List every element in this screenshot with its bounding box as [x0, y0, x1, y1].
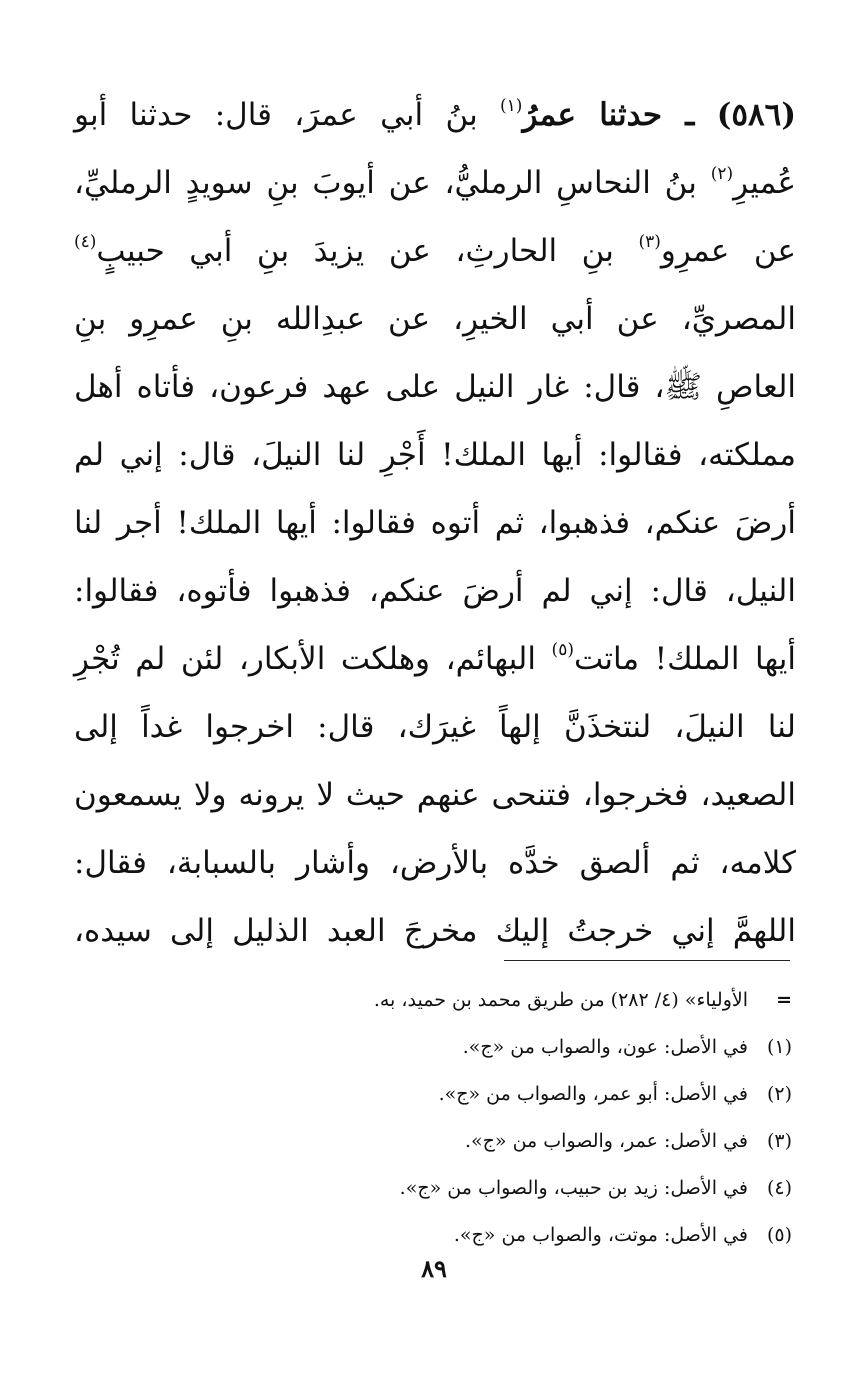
text-line-10	[74, 700, 796, 768]
footnote-number: (٢)	[766, 1083, 792, 1105]
text-segment: أرضَ عنكم، فذهبوا، ثم أتوه فقالوا: أيها الملك! أجر لنا	[74, 505, 796, 541]
text-line-2	[74, 156, 796, 224]
text-line-8	[74, 564, 796, 632]
page-number: ٨٩	[421, 1254, 447, 1283]
footnote-ref-4[interactable]: (٤)	[74, 232, 97, 252]
footnote-number: (١)	[766, 1036, 792, 1058]
text-line-13	[74, 904, 796, 972]
footnote-3	[74, 1121, 792, 1168]
footnote-text: في الأصل: عون، والصواب من «ج».	[462, 1036, 748, 1058]
text-line-6	[74, 428, 796, 496]
footnotes	[74, 980, 792, 1262]
text-segment: عن عمرِو	[660, 233, 796, 269]
narration-opening: ـ حدثنا عمرُ	[522, 97, 695, 133]
footnote-1	[74, 1027, 792, 1074]
text-segment: العاصِ ﷺ، قال: غار النيل على عهد فرعون، فأتاه أهل	[74, 369, 796, 405]
footnote-continuation	[74, 980, 792, 1027]
footnote-separator	[504, 960, 790, 961]
text-line-1	[74, 88, 796, 156]
hadith-number: (٥٨٦)	[716, 97, 796, 133]
text-segment: عُميرِ	[733, 165, 796, 201]
footnote-number: (٥)	[766, 1224, 792, 1246]
text-segment: كلامه، ثم ألصق خدَّه بالأرض، وأشار بالسبابة، فقال:	[74, 845, 796, 881]
footnote-ref-2[interactable]: (٢)	[710, 164, 734, 184]
footnote-text: في الأصل: أبو عمر، والصواب من «ج».	[438, 1083, 748, 1105]
footnote-text: في الأصل: موتت، والصواب من «ج».	[453, 1224, 748, 1246]
text-segment: بنُ أبي عمرَ، قال: حدثنا أبو	[74, 97, 501, 133]
text-line-5	[74, 360, 796, 428]
footnote-number: (٣)	[766, 1130, 792, 1152]
text-segment: المصريِّ، عن أبي الخيرِ، عن عبدِالله بنِ عمرِو بنِ	[74, 301, 796, 337]
text-line-9	[74, 632, 796, 700]
text-line-4	[74, 292, 796, 360]
text-segment: اللهمَّ إني خرجتُ إليك مخرجَ العبد الذليل إلى سيده،	[74, 913, 796, 949]
footnote-ref-1[interactable]: (١)	[500, 96, 523, 116]
footnote-2	[74, 1074, 792, 1121]
text-segment: بنُ النحاسِ الرمليُّ، عن أيوبَ بنِ سويدٍ الرمليِّ،	[74, 165, 711, 201]
text-line-12	[74, 836, 796, 904]
footnote-text: في الأصل: زيد بن حبيب، والصواب من «ج».	[399, 1177, 748, 1199]
text-line-7	[74, 496, 796, 564]
text-segment: أيها الملك! ماتت	[573, 641, 796, 677]
text-line-11	[74, 768, 796, 836]
footnote-ref-5[interactable]: (٥)	[551, 640, 574, 660]
text-segment: مملكته، فقالوا: أيها الملك! أَجْرِ لنا النيلَ، قال: إني لم	[74, 437, 796, 473]
footnote-4	[74, 1168, 792, 1215]
text-line-3	[74, 224, 796, 292]
footnote-number: (٤)	[766, 1177, 792, 1199]
footnote-text: الأولياء» (٤/ ٢٨٢) من طريق محمد بن حميد، به.	[373, 989, 748, 1011]
text-segment: لنا النيلَ، لنتخذَنَّ إلهاً غيرَك، قال: اخرجوا غداً إلى	[74, 709, 796, 745]
footnote-ref-3[interactable]: (٣)	[638, 232, 661, 252]
text-segment: البهائم، وهلكت الأبكار، لئن لم تُجْرِ	[74, 641, 552, 677]
text-segment: النيل، قال: إني لم أرضَ عنكم، فذهبوا فأتوه، فقالوا:	[74, 573, 796, 609]
continuation-mark: =	[776, 989, 792, 1011]
footnote-text: في الأصل: عمر، والصواب من «ج».	[465, 1130, 748, 1152]
text-segment: الصعيد، فخرجوا، فتنحى عنهم حيث لا يرونه ولا يسمعون	[74, 777, 796, 813]
hadith-text	[74, 88, 796, 972]
text-segment: بنِ الحارثِ، عن يزيدَ بنِ أبي حبيبٍ	[96, 233, 639, 269]
